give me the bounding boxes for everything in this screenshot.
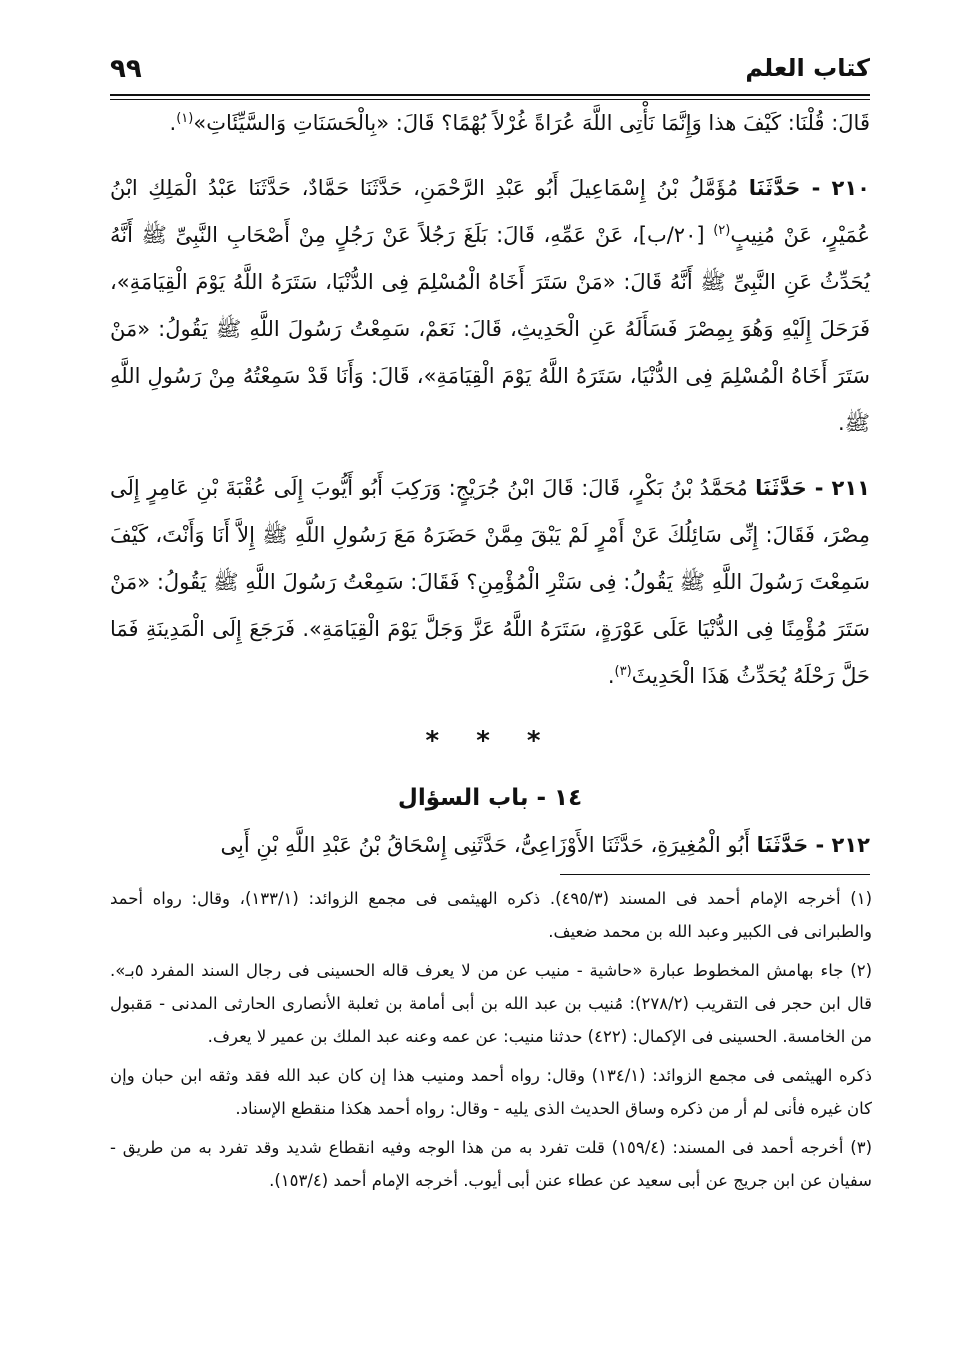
footnotes (110, 882, 872, 1203)
footnote-ref[interactable]: (١) (176, 111, 194, 126)
paragraph-end: . (169, 111, 177, 135)
footnote-ref[interactable]: (٢) (713, 223, 731, 238)
hadith-number: ٢١٠ - حَدَّثَنَا (748, 176, 870, 200)
section-separator: * * * (425, 726, 555, 756)
page-number: ٩٩ (110, 54, 142, 84)
hadith-211 (110, 465, 870, 700)
header-rule (110, 94, 870, 96)
paragraph-continuation (110, 100, 870, 147)
hadith-end: . (607, 664, 615, 688)
hadith-text: أَبُو الْمُغِيرَةِ، حَدَّثَنَا الأَوْزَاعِىُّ، حَدَّثَنِى إِسْحَاقُ بْنُ عَبْدِ اللَّهِ بْنِ أَبِى (220, 833, 757, 857)
footnote-2: (٢) جاء بهامش المخطوط عبارة «حاشية - منيب عن من لا يعرف قاله الحسينى فى رجال السند المفرد ٥بـ». قال ابن حجر فى التقريب (٢٧٨/٢): مُنيب بن عبد الله بن أبى أمامة بن ثعلبة الأنصارى الحارثى المدنى - مَقبول من الخامسة. الحسينى فى الإكمال: (٤٢٢) حدثنا منيب: عن عمه وعنه عبد الملك بن عمير لا يعرف. (110, 961, 872, 1046)
hadith-text: مُؤَمَّلُ بْنُ إِسْمَاعِيلَ أَبُو عَبْدِ الرَّحْمَنِ، حَدَّثَنَا حَمَّادٌ، حَدَّثَنَا عَبْدُ الْمَلِكِ ابْنُ عُمَيْرٍ، عَنْ مُنِيبٍ (110, 176, 871, 247)
footnote-3: (٣) أخرجه أحمد فى المسند: (١٥٩/٤) قلت تفرد به من هذا الوجه وفيه انقطاع شديد وقد تفرد به من طريق - سفيان عن ابن جريج عن أبى سعيد عن عطاء عنن أبى أيوب. أخرجه الإمام أحمد (١٥٣/٤). (110, 1138, 872, 1190)
running-title: كتاب العلم (745, 54, 870, 82)
footnote-rule (560, 874, 870, 875)
hadith-text: [٢٠/ب]، عَنْ عَمِّهِ، قَالَ: بَلَغَ رَجُلاً عَنْ رَجُلٍ مِنْ أَصْحَابِ النَّبِىِّ ﷺ أَنَّهُ يُحَدِّثُ عَنِ النَّبِىِّ ﷺ أَنَّهُ قَالَ: «مَنْ سَتَرَ أَخَاهُ الْمُسْلِمَ فِى الدُّنْيَا، سَتَرَهُ اللَّهُ يَوْمَ الْقِيَامَةِ»، فَرَحَلَ إِلَيْهِ وَهُوَ بِمِصْرَ فَسَأَلَهُ عَنِ الْحَدِيثِ، قَالَ: نَعَمْ، سَمِعْتُ رَسُولَ اللَّهِ ﷺ يَقُولُ: «مَنْ سَتَرَ أَخَاهُ الْمُسْلِمَ فِى الدُّنْيَا، سَتَرَهُ اللَّهُ يَوْمَ الْقِيَامَةِ»، قَالَ: وَأَنَا قَدْ سَمِعْتُهُ مِنْ رَسُولِ اللَّهِ ﷺ. (110, 223, 870, 435)
hadith-210 (110, 165, 870, 447)
hadith-212 (110, 822, 870, 869)
footnote-ref[interactable]: (٣) (614, 664, 632, 679)
hadith-number: ٢١١ - حَدَّثَنَا (755, 476, 870, 500)
hadith-text: مُحَمَّدُ بْنُ بَكْرٍ، قَالَ: قَالَ ابْنُ جُرَيْجٍ: وَرَكِبَ أَبُو أَيُّوبَ إِلَى عُقْبَةَ بْنِ عَامِرٍ إِلَى مِصْرَ، فَقَالَ: إِنِّى سَائِلُكَ عَنْ أَمْرٍ لَمْ يَبْقَ مِمَّنْ حَضَرَهُ مَعَ رَسُولِ اللَّهِ ﷺ إِلاَّ أَنَا وَأَنْتَ، كَيْفَ سَمِعْتَ رَسُولَ اللَّهِ ﷺ يَقُولُ: فِى سَتْرِ الْمُؤْمِنِ؟ فَقَالَ: سَمِعْتُ رَسُولَ اللَّهِ ﷺ يَقُولُ: «مَنْ سَتَرَ مُؤْمِنًا فِى الدُّنْيَا عَلَى عَوْرَةٍ، سَتَرَهُ اللَّهُ عَزَّ وَجَلَّ يَوْمَ الْقِيَامَةِ». فَرَجَعَ إِلَى الْمَدِينَةِ فَمَا حَلَّ رَحْلَهُ يُحَدِّثُ هَذَا الْحَدِيثَ (110, 476, 870, 688)
footnote-2-continuation: ذكره الهيثمى فى مجمع الزوائد: (١٣٤/١) وقال: رواه أحمد ومنيب هذا إن كان عبد الله فقد وثقه ابن حبان وإن كان غيره فأنى لم أر من ذكره وساق الحديث الذى يليه - وقال: رواه أحمد هكذا منقطع الإسناد. (110, 1066, 872, 1118)
main-text (110, 100, 870, 869)
paragraph-text: قَالَ: قُلْنَا: كَيْفَ هذا وَإِنَّمَا نَأْتِى اللَّهَ عُرَاةً غُرْلاً بُهْمًا؟ قَالَ: «بِالْحَسَنَاتِ وَالسَّيِّئَاتِ» (193, 111, 870, 135)
chapter-heading: ١٤ - باب السؤال (397, 785, 583, 811)
hadith-number: ٢١٢ - حَدَّثَنَا (756, 833, 870, 857)
page-header (110, 52, 870, 96)
footnote-1: (١) أخرجه الإمام أحمد فى المسند (٤٩٥/٣). ذكره الهيثمى فى مجمع الزوائد: (١٣٣/١)، وقال: رواه أحمد والطبرانى فى الكبير وعبد الله بن محمد ضعيف. (110, 889, 872, 941)
